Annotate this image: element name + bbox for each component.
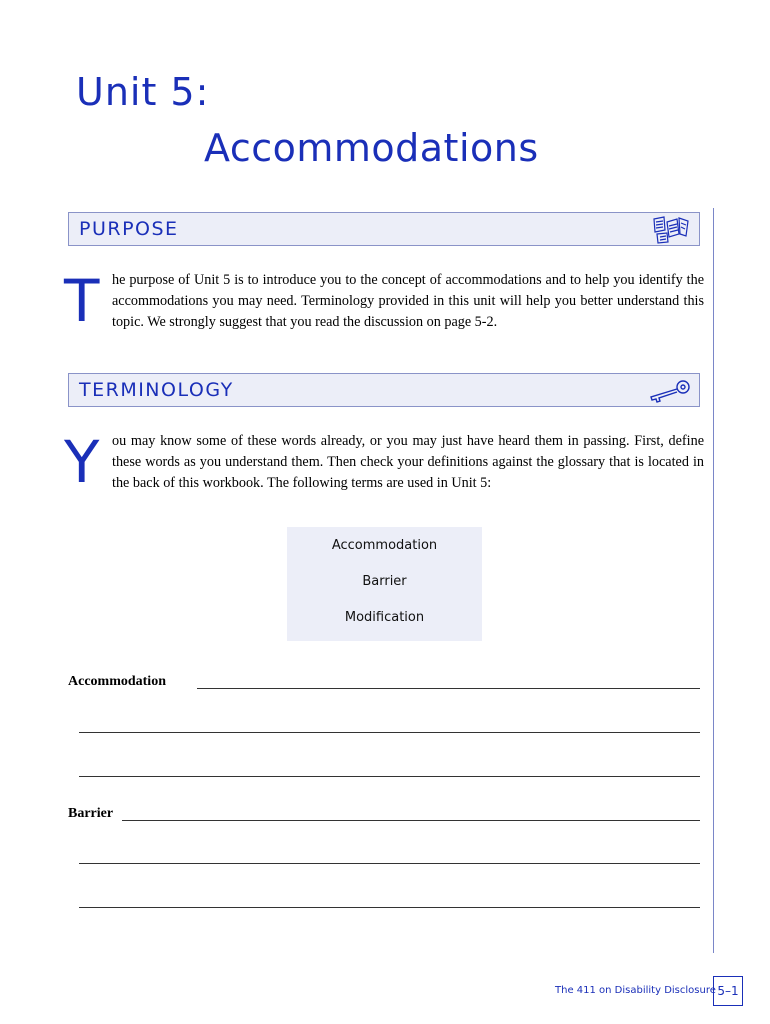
terminology-section-bar: [68, 373, 700, 407]
term-item: Accommodation: [331, 538, 438, 553]
purpose-text: he purpose of Unit 5 is to introduce you to the concept of accommodations and to help you identify the accommodations you may need. Terminology provided in this unit will help you better understand this topic. We strongly suggest that you read the discussion on page 5-2.: [112, 272, 704, 330]
barrier-answer-line[interactable]: [122, 820, 700, 821]
accommodation-answer-line[interactable]: [197, 688, 700, 689]
purpose-dropcap: T: [64, 267, 100, 335]
terminology-dropcap: Y: [64, 428, 100, 496]
terminology-text: ou may know some of these words already, or you may just have heard them in passing. First, define these words as you understand them. Then check your definitions against the glossary that is located in the back of this workbook. The following terms are used in Unit 5:: [112, 433, 704, 491]
accommodation-answer-line[interactable]: [79, 776, 700, 777]
accommodation-answer-line[interactable]: [79, 732, 700, 733]
purpose-section-bar: [68, 212, 700, 246]
margin-rule: [713, 208, 714, 953]
terminology-paragraph: [112, 431, 704, 494]
purpose-heading: PURPOSE: [79, 218, 179, 240]
barrier-answer-line[interactable]: [79, 863, 700, 864]
terminology-heading: TERMINOLOGY: [79, 379, 234, 401]
map-icon: [651, 216, 691, 249]
key-icon: [647, 378, 691, 409]
unit-subtitle: Accommodations: [204, 126, 539, 170]
term-item: Barrier: [362, 574, 407, 589]
footer-title: The 411 on Disability Disclosure: [555, 985, 716, 996]
barrier-answer-line[interactable]: [79, 907, 700, 908]
purpose-paragraph: [112, 270, 704, 333]
unit-title: Unit 5:: [76, 70, 210, 114]
terms-box: [287, 527, 482, 641]
barrier-label: Barrier: [68, 806, 114, 821]
page-number: 5–1: [713, 976, 743, 1006]
accommodation-label: Accommodation: [68, 674, 166, 689]
term-item: Modification: [344, 610, 425, 625]
